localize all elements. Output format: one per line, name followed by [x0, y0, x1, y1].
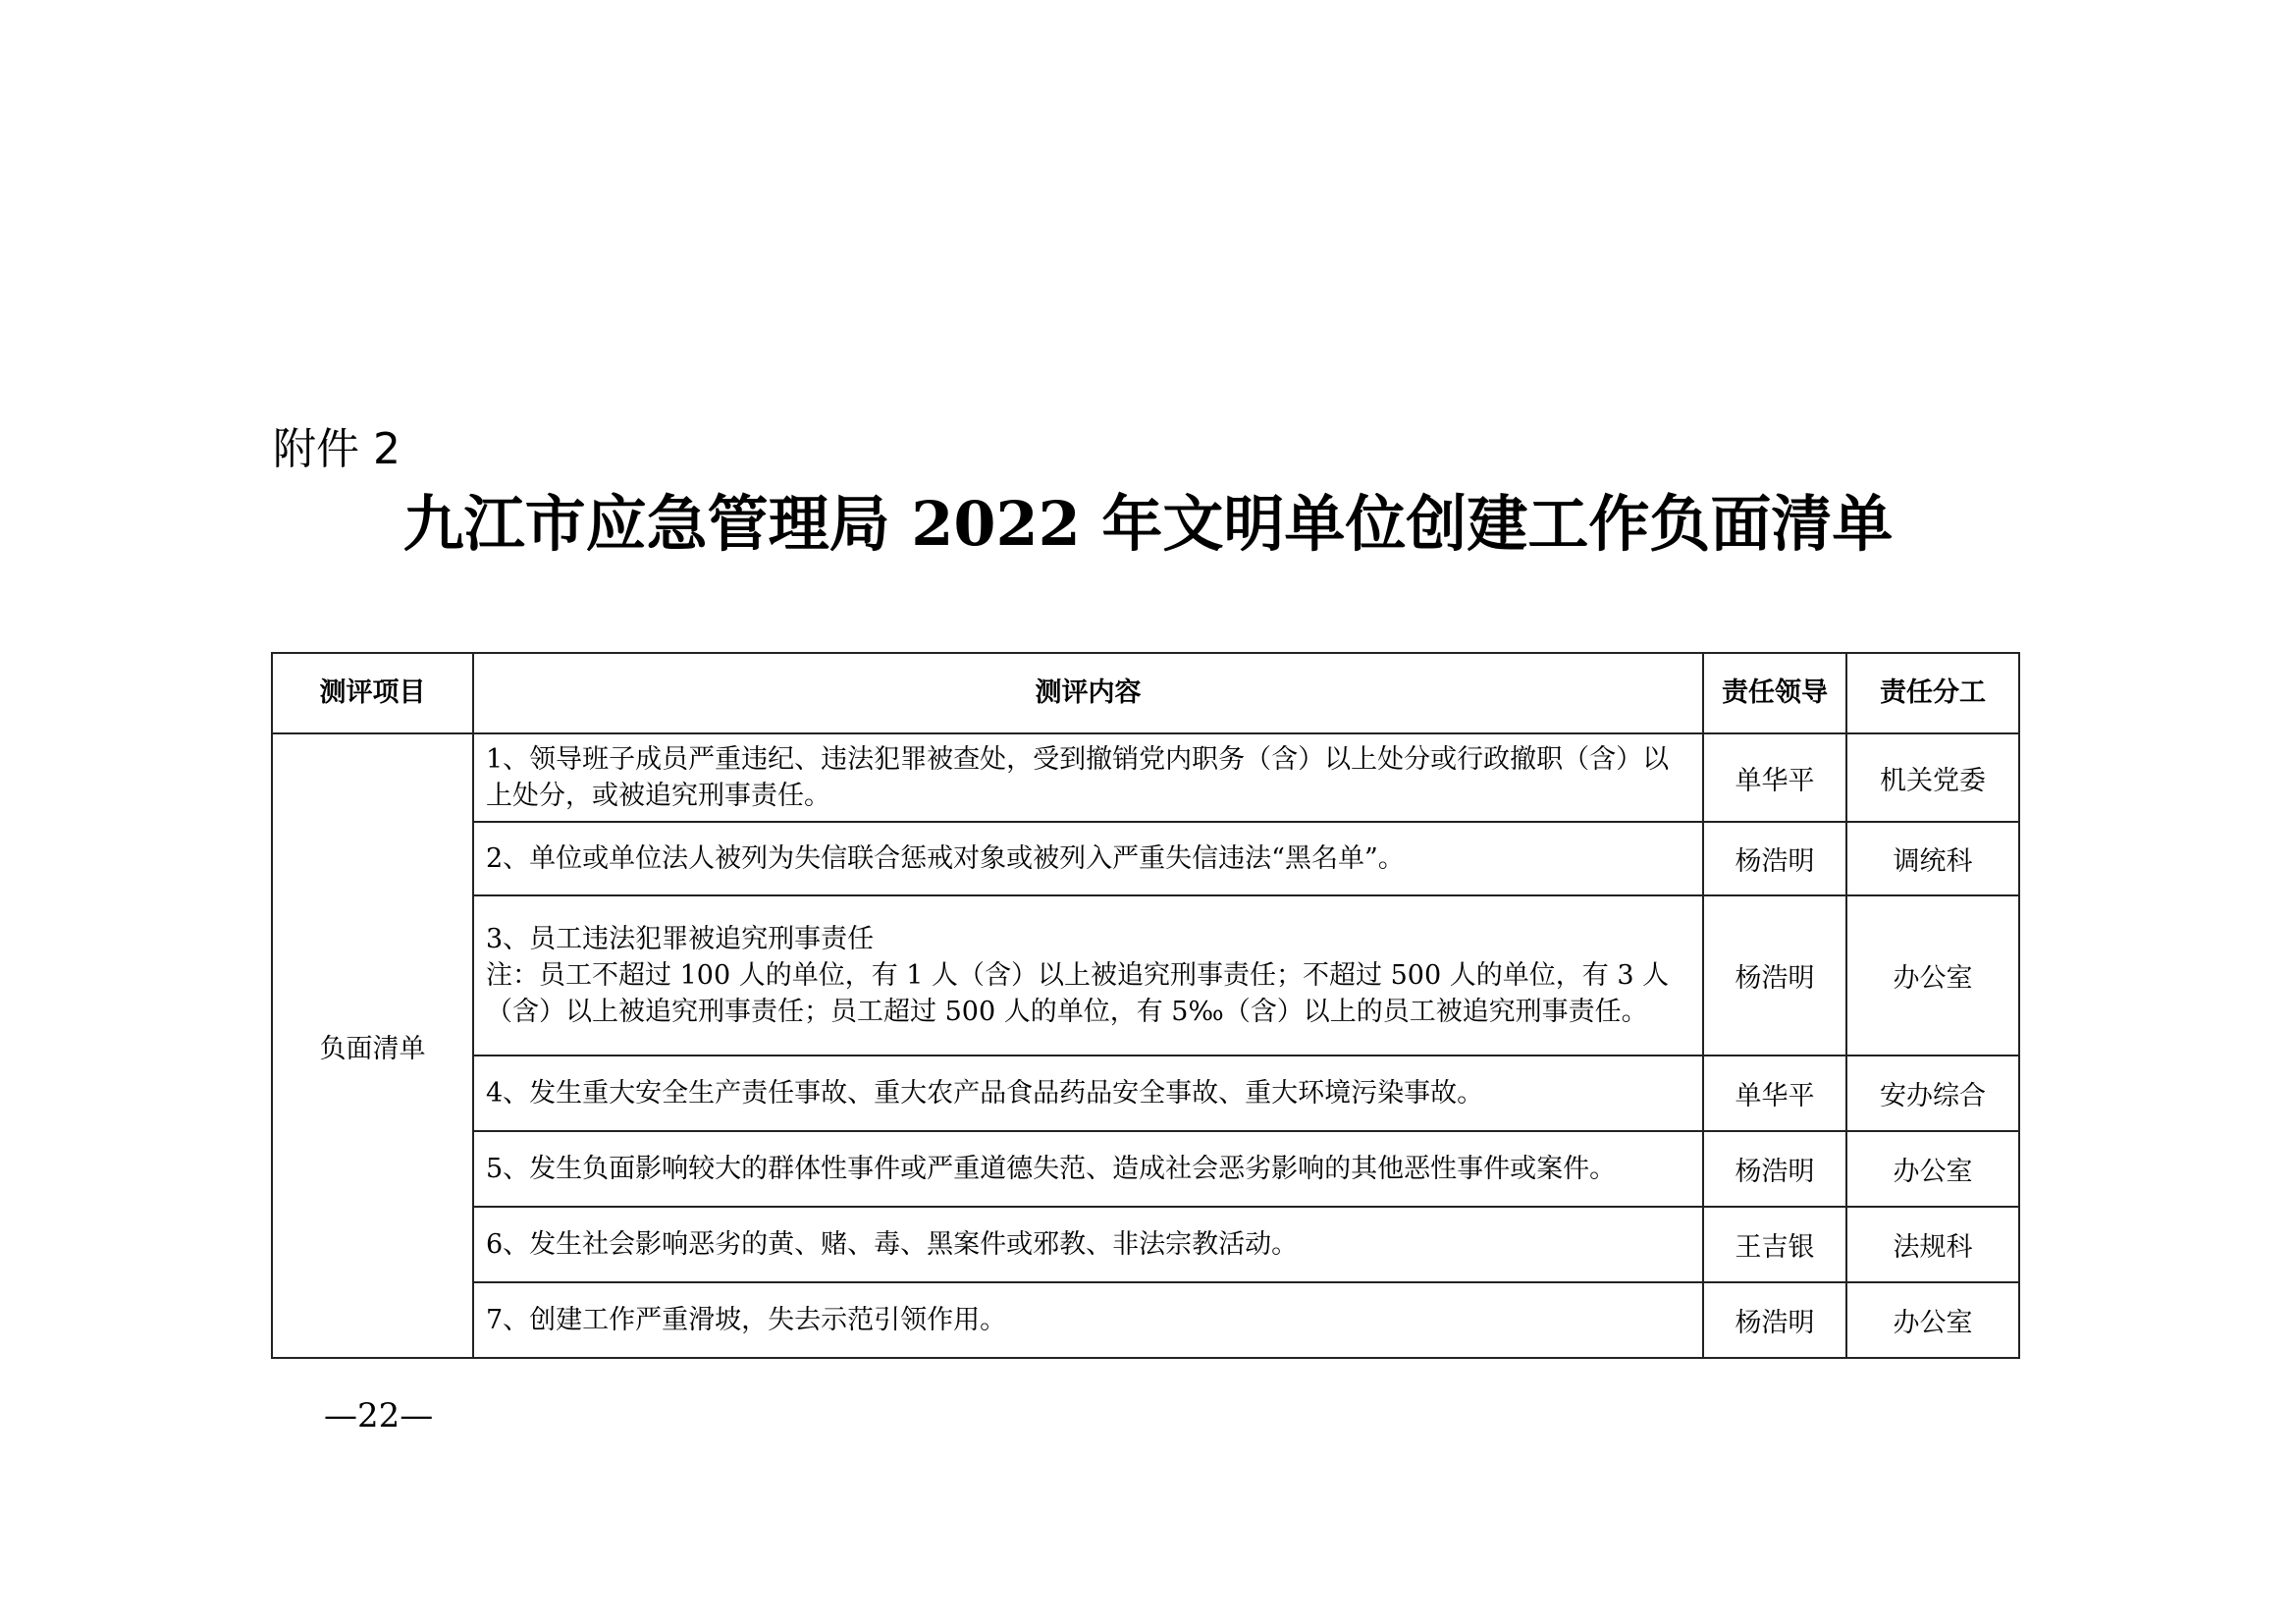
table-row	[272, 733, 2019, 822]
table-row	[272, 1131, 2019, 1207]
attachment-label: 附件 2	[273, 424, 400, 474]
table-row	[272, 1056, 2019, 1131]
division-cell: 办公室	[1846, 1131, 2019, 1207]
table-row	[272, 1282, 2019, 1358]
content-cell: 5、发生负面影响较大的群体性事件或严重道德失范、造成社会恶劣影响的其他恶性事件或案件。	[473, 1131, 1703, 1207]
leader-cell: 杨浩明	[1703, 1282, 1846, 1358]
content-cell: 7、创建工作严重滑坡，失去示范引领作用。	[473, 1282, 1703, 1358]
content-note: 注：员工不超过 100 人的单位，有 1 人（含）以上被追究刑事责任；不超过 500 人的单位，有 3 人（含）以上被追究刑事责任；员工超过 500 人的单位，有 5‰（含）以上的员工被追究刑事责任。	[486, 960, 1670, 1027]
content-cell: 4、发生重大安全生产责任事故、重大农产品食品药品安全事故、重大环境污染事故。	[473, 1056, 1703, 1131]
division-cell: 调统科	[1846, 822, 2019, 895]
division-cell: 安办综合	[1846, 1056, 2019, 1131]
table-row	[272, 1207, 2019, 1282]
division-cell: 办公室	[1846, 1282, 2019, 1358]
leader-cell: 杨浩明	[1703, 895, 1846, 1056]
leader-cell: 单华平	[1703, 1056, 1846, 1131]
leader-cell: 王吉银	[1703, 1207, 1846, 1282]
page-number: —22—	[324, 1396, 434, 1435]
content-cell: 2、单位或单位法人被列为失信联合惩戒对象或被列入严重失信违法“黑名单”。	[473, 822, 1703, 895]
division-cell: 法规科	[1846, 1207, 2019, 1282]
table-row	[272, 895, 2019, 1056]
document-title: 九江市应急管理局 2022 年文明单位创建工作负面清单	[402, 488, 1894, 560]
content-cell: 6、发生社会影响恶劣的黄、赌、毒、黑案件或邪教、非法宗教活动。	[473, 1207, 1703, 1282]
category-cell: 负面清单	[272, 733, 473, 1358]
column-header-division: 责任分工	[1846, 653, 2019, 733]
division-cell: 机关党委	[1846, 733, 2019, 822]
division-cell: 办公室	[1846, 895, 2019, 1056]
column-header-leader: 责任领导	[1703, 653, 1846, 733]
content-cell	[473, 895, 1703, 1056]
table-header-row	[272, 653, 2019, 733]
column-header-item: 测评项目	[272, 653, 473, 733]
leader-cell: 单华平	[1703, 733, 1846, 822]
content-cell: 1、领导班子成员严重违纪、违法犯罪被查处，受到撤销党内职务（含）以上处分或行政撤职（含）以上处分，或被追究刑事责任。	[473, 733, 1703, 822]
negative-list-table	[271, 652, 2020, 1359]
column-header-content: 测评内容	[473, 653, 1703, 733]
content-main: 3、员工违法犯罪被追究刑事责任	[486, 924, 875, 954]
leader-cell: 杨浩明	[1703, 1131, 1846, 1207]
table-row	[272, 822, 2019, 895]
leader-cell: 杨浩明	[1703, 822, 1846, 895]
